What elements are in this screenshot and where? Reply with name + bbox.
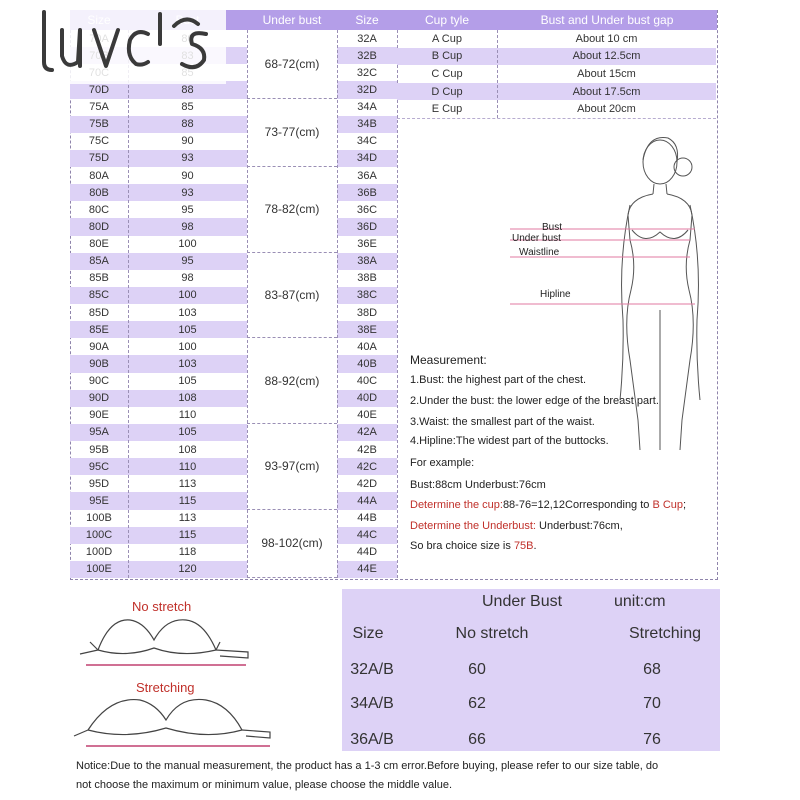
determine-cup-text: 88-76=12,12Corresponding to: [502, 499, 653, 511]
determine-underbust: [410, 520, 623, 532]
size-cell: 100C: [70, 527, 128, 544]
size-cell: 85A: [70, 253, 128, 270]
bust-cell: 98: [181, 272, 194, 285]
size2-cell: 34B: [337, 116, 397, 133]
gap-cell: About 12.5cm: [497, 48, 716, 66]
bust-cell: 113: [178, 512, 197, 525]
size2-cell: 42C: [337, 458, 397, 475]
size-cell: 80E: [89, 238, 109, 251]
size2-cell: 38E: [337, 321, 397, 338]
notice-line-1: Notice:Due to the manual measurement, the product has a 1-3 cm error.Before buying, please refer to our size table, do: [76, 760, 659, 772]
size2-cell: 40D: [337, 390, 397, 407]
header-cup-style: Cup tyle: [397, 10, 497, 30]
size2-cell: 44A: [337, 492, 397, 509]
torso-left: [627, 194, 653, 450]
size2-cell: 38A: [337, 253, 397, 270]
bust-cell: 100: [128, 287, 247, 304]
size2-cell: 42B: [357, 443, 377, 456]
determine-cup: [410, 499, 686, 511]
bust-cell: 108: [178, 443, 197, 456]
brand-logo: [36, 4, 226, 84]
bt-header-size: Size: [352, 625, 384, 642]
label-under-bust: Under bust: [512, 233, 561, 244]
body-figure: [490, 120, 716, 460]
bust-cell: 103: [128, 355, 247, 372]
label-waistline: Waistline: [519, 247, 560, 258]
bust-cell: 115: [128, 527, 247, 544]
size2-cell: 36B: [337, 184, 397, 201]
notice-line-2: not choose the maximum or minimum value, please choose the middle value.: [76, 779, 453, 791]
size-cell: 95E: [70, 492, 128, 509]
bt-unit: unit:cm: [614, 593, 666, 610]
cup-result: B Cup: [652, 499, 684, 511]
size2-cell: 36A: [357, 169, 377, 182]
cup-end: ;: [683, 499, 687, 511]
bt-row-2-size: 34A/B: [350, 695, 394, 712]
size-cell: 75B: [70, 116, 128, 133]
size2-cell: 32C: [356, 66, 378, 79]
no-stretch-label: No stretch: [132, 599, 192, 614]
bt-header-stretching: Stretching: [628, 625, 702, 642]
bust-cell: 95: [128, 253, 247, 270]
size-cell: 85B: [89, 272, 109, 285]
bust-curve: [632, 230, 688, 239]
size2-cell: 34A: [357, 101, 377, 114]
bust-cell: 100: [178, 340, 197, 353]
label-bust: Bust: [542, 222, 563, 233]
cup-cell: B Cup: [397, 48, 497, 66]
bust-cell: 110: [128, 458, 247, 475]
size2-cell: 44B: [357, 512, 377, 525]
size2-cell: 36D: [337, 218, 397, 235]
cup-cell: C Cup: [431, 67, 463, 80]
size2-cell: 44E: [337, 561, 397, 578]
size-cell: 95A: [70, 424, 128, 441]
size2-cell: 40C: [356, 375, 378, 388]
cup-cell: A Cup: [432, 32, 462, 45]
size2-cell: 38D: [356, 306, 378, 319]
stretch-panel: [70, 590, 342, 752]
size-cell: 70D: [70, 81, 128, 98]
bust-cell: 88: [128, 116, 247, 133]
size-cell: 90D: [70, 390, 128, 407]
bust-cell: 115: [128, 492, 247, 509]
header-gap: Bust and Under bust gap: [497, 10, 717, 30]
size-cell: 80B: [70, 184, 128, 201]
size2-cell: 44D: [356, 546, 378, 559]
bust-cell: 85: [181, 101, 194, 114]
hair: [643, 137, 678, 162]
bt-row-2-no-stretch: 62: [468, 695, 486, 712]
determine-underbust-text: Underbust:76cm,: [535, 520, 623, 532]
size-cell: 90B: [70, 355, 128, 372]
under-bust-group: 83-87(cm): [247, 253, 337, 339]
size-cell: 95B: [89, 443, 109, 456]
measurement-item-1: 1.Bust: the highest part of the chest.: [410, 374, 587, 386]
bust-cell: 120: [128, 561, 247, 578]
label-hipline: Hipline: [540, 289, 571, 300]
measurement-item-2: 2.Under the bust: the lower edge of the breast part.: [410, 395, 659, 407]
gap-cell: About 17.5cm: [497, 83, 716, 101]
bust-cell: 88: [128, 81, 247, 98]
torso-right: [667, 194, 693, 450]
brand-logo-mark: [36, 4, 226, 84]
bust-cell: 105: [128, 321, 247, 338]
measurement-title: Measurement:: [410, 353, 487, 367]
size-cell: 80C: [88, 203, 110, 216]
bt-row-3-no-stretch: 66: [468, 731, 486, 748]
size-cell: 75D: [70, 150, 128, 167]
bt-header-no-stretch: No stretch: [455, 625, 529, 642]
stretching-label: Stretching: [136, 680, 195, 695]
size2-cell: 38C: [337, 287, 397, 304]
size2-cell: 40A: [357, 340, 377, 353]
bust-cell: 95: [181, 203, 194, 216]
size-cell: 90A: [89, 340, 109, 353]
bra-no-stretch: [70, 610, 260, 672]
size-cell: 85E: [70, 321, 128, 338]
size-cell: 80A: [89, 169, 109, 182]
cup-cell: E Cup: [431, 103, 463, 116]
choice-end: .: [533, 540, 537, 552]
bust-cell: 93: [128, 150, 247, 167]
choice-text: So bra choice size is: [410, 540, 514, 552]
bt-title: Under Bust: [482, 593, 563, 610]
size2-cell: 44C: [337, 527, 397, 544]
bust-cell: 113: [178, 477, 197, 490]
bust-cell: 93: [128, 184, 247, 201]
bt-row-3-stretching: 76: [643, 731, 661, 748]
under-bust-table: [342, 589, 720, 751]
neck: [653, 184, 667, 194]
bust-cell: 105: [128, 424, 247, 441]
bra-stretching: [70, 690, 290, 752]
bust-cell: 98: [128, 218, 247, 235]
header-under-bust: Under bust: [247, 10, 337, 30]
size-cell: 85D: [88, 306, 110, 319]
under-bust-group: 73-77(cm): [247, 99, 337, 168]
size-table: [70, 10, 718, 580]
size-cell: 95C: [70, 458, 128, 475]
size2-cell: 32D: [337, 81, 397, 98]
size2-cell: 34D: [337, 150, 397, 167]
column-divider: [337, 30, 338, 578]
bt-row-1-size: 32A/B: [350, 661, 394, 678]
size-cell: 95D: [88, 477, 110, 490]
size2-cell: 40B: [337, 355, 397, 372]
cup-bottom-divider: [397, 118, 716, 119]
bust-cell: 90: [181, 135, 194, 148]
size-cell: 85C: [70, 287, 128, 304]
cup-divider: [497, 30, 498, 118]
choice-size: 75B: [513, 540, 534, 552]
size-cell: 80D: [70, 218, 128, 235]
under-bust-group: 98-102(cm): [247, 510, 337, 579]
bust-cell: 108: [128, 390, 247, 407]
size2-cell: 34C: [356, 135, 378, 148]
column-divider: [128, 30, 129, 578]
bt-row-1-stretching: 68: [643, 661, 661, 678]
size2-cell: 36C: [356, 203, 378, 216]
bust-cell: 103: [178, 306, 197, 319]
size-cell: 90C: [88, 375, 110, 388]
size-cell: 100D: [85, 546, 113, 559]
size-cell: 100E: [70, 561, 128, 578]
size2-cell: 38B: [357, 272, 377, 285]
size-cell: 90E: [89, 409, 109, 422]
determine-cup-label: Determine the cup:: [410, 499, 503, 511]
choice-line: [410, 540, 537, 552]
size-cell: 75A: [89, 101, 109, 114]
cup-cell: D Cup: [397, 83, 497, 101]
bt-row-1-no-stretch: 60: [468, 661, 486, 678]
size2-cell: 32A: [357, 32, 377, 45]
bt-row-3-size: 36A/B: [350, 731, 394, 748]
bt-row-2-stretching: 70: [643, 695, 661, 712]
under-bust-group: 78-82(cm): [247, 167, 337, 253]
gap-cell: About 20cm: [577, 103, 636, 116]
under-bust-group: 88-92(cm): [247, 338, 337, 424]
under-bust-group: 93-97(cm): [247, 424, 337, 510]
size2-cell: 42D: [356, 477, 378, 490]
bust-cell: 118: [178, 546, 197, 559]
size-cell: 100B: [86, 512, 112, 525]
gap-cell: About 10 cm: [575, 32, 638, 45]
measurement-item-4: 4.Hipline:The widest part of the buttocks.: [410, 435, 609, 447]
size2-cell: 36E: [357, 238, 377, 251]
bust-cell: 110: [178, 409, 197, 422]
bust-cell: 90: [181, 169, 194, 182]
example-line: Bust:88cm Underbust:76cm: [410, 479, 546, 491]
determine-underbust-label: Determine the Underbust:: [410, 520, 536, 532]
header-size-2: Size: [337, 10, 397, 30]
size2-cell: 32B: [337, 47, 397, 64]
under-bust-group: 68-72(cm): [247, 30, 337, 99]
gap-cell: About 15cm: [577, 67, 636, 80]
size2-cell: 42A: [337, 424, 397, 441]
bust-cell: 105: [178, 375, 197, 388]
size2-cell: 40E: [357, 409, 377, 422]
column-divider: [247, 30, 248, 578]
size-cell: 75C: [88, 135, 110, 148]
bust-cell: 100: [178, 238, 197, 251]
example-title: For example:: [410, 457, 475, 469]
measurement-item-3: 3.Waist: the smallest part of the waist.: [410, 416, 595, 428]
